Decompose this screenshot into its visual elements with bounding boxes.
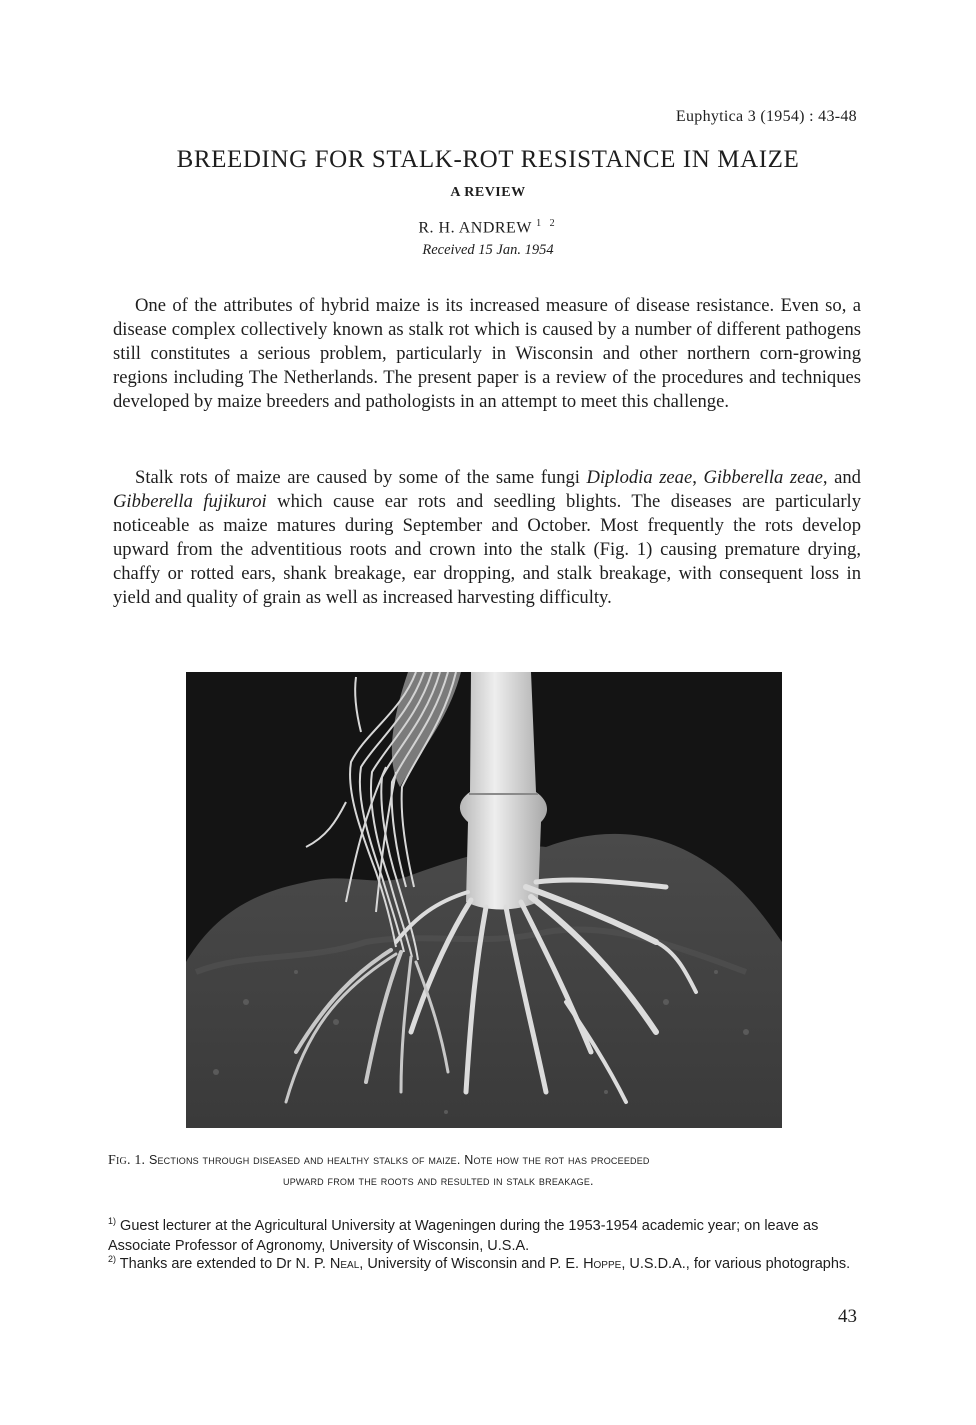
author-line	[0, 218, 976, 237]
paragraph-2-separator-1: ,	[692, 467, 704, 488]
footnote-2-name-neal: Neal	[329, 1255, 360, 1272]
species-diplodia-zeae: Diplodia zeae	[586, 467, 693, 488]
figure-label: Fig. 1.	[108, 1153, 146, 1168]
author-name: R. H. ANDREW	[418, 219, 532, 237]
footnote-2-text-b: , University of Wisconsin and P. E.	[359, 1255, 584, 1272]
body-paragraph-2	[113, 466, 861, 610]
journal-reference: Euphytica 3 (1954) : 43-48	[675, 108, 857, 125]
paragraph-2-separator-2: , and	[822, 467, 861, 488]
figure-caption	[108, 1150, 861, 1191]
caption-line-2: upward from the roots and resulted in stalk breakage.	[283, 1174, 594, 1188]
footnote-1-mark: 1)	[108, 1216, 117, 1226]
species-gibberella-zeae: Gibberella zeae	[703, 467, 823, 488]
received-date: Received 15 Jan. 1954	[422, 242, 554, 258]
article-title: BREEDING FOR STALK-ROT RESISTANCE IN MAIZE	[176, 146, 800, 173]
footnote-2	[108, 1249, 861, 1274]
page-number: 43	[838, 1306, 857, 1327]
footnote-2-name-hoppe: Hoppe	[583, 1255, 622, 1272]
paragraph-2-text-b: which cause ear rots and seedling blights. The diseases are particularly noticeable as maize matures during September and October. Most frequently the rots develop upward from the adventitious roots and crown into the stalk (Fig. 1) causing premature drying, chaffy or rotted ears, shank breakage, ear dropping, and stalk breakage, with consequent loss in yield and quality of grain as well as increased harvesting difficulty.	[113, 491, 861, 608]
paragraph-2-text-a: Stalk rots of maize are caused by some of the same fungi	[135, 467, 587, 488]
footnote-2-text-c: , U.S.D.A., for various photographs.	[621, 1255, 851, 1272]
caption-line-1: Sections through diseased and healthy stalks of maize. Note how the rot has proceeded	[148, 1153, 650, 1167]
article-subtitle: A REVIEW	[450, 185, 526, 200]
footnote-2-text-a: Thanks are extended to Dr N. P.	[119, 1255, 330, 1272]
footnote-2-mark: 2)	[108, 1254, 117, 1264]
species-gibberella-fujikuroi: Gibberella fujikuroi	[113, 491, 267, 512]
footnote-1-text: Guest lecturer at the Agricultural University at Wageningen during the 1953-1954 academic year; on leave as Associate Professor of Agronomy, University of Wisconsin, U.S.A.	[108, 1217, 819, 1254]
maize-stalk-photo	[186, 672, 782, 1128]
figure-1-photograph	[186, 672, 782, 1128]
author-footnote-marks: 1 2	[536, 218, 558, 229]
body-paragraph-1: One of the attributes of hybrid maize is its increased measure of disease resistance. Even so, a disease complex collectively known as stalk rot which is caused by a number of different pathogens still constitutes a serious problem, particularly in Wisconsin and other northern corn-growing regions including The Netherlands. The present paper is a review of the procedures and techniques developed by maize breeders and pathologists in an attempt to meet this challenge.	[113, 295, 861, 412]
